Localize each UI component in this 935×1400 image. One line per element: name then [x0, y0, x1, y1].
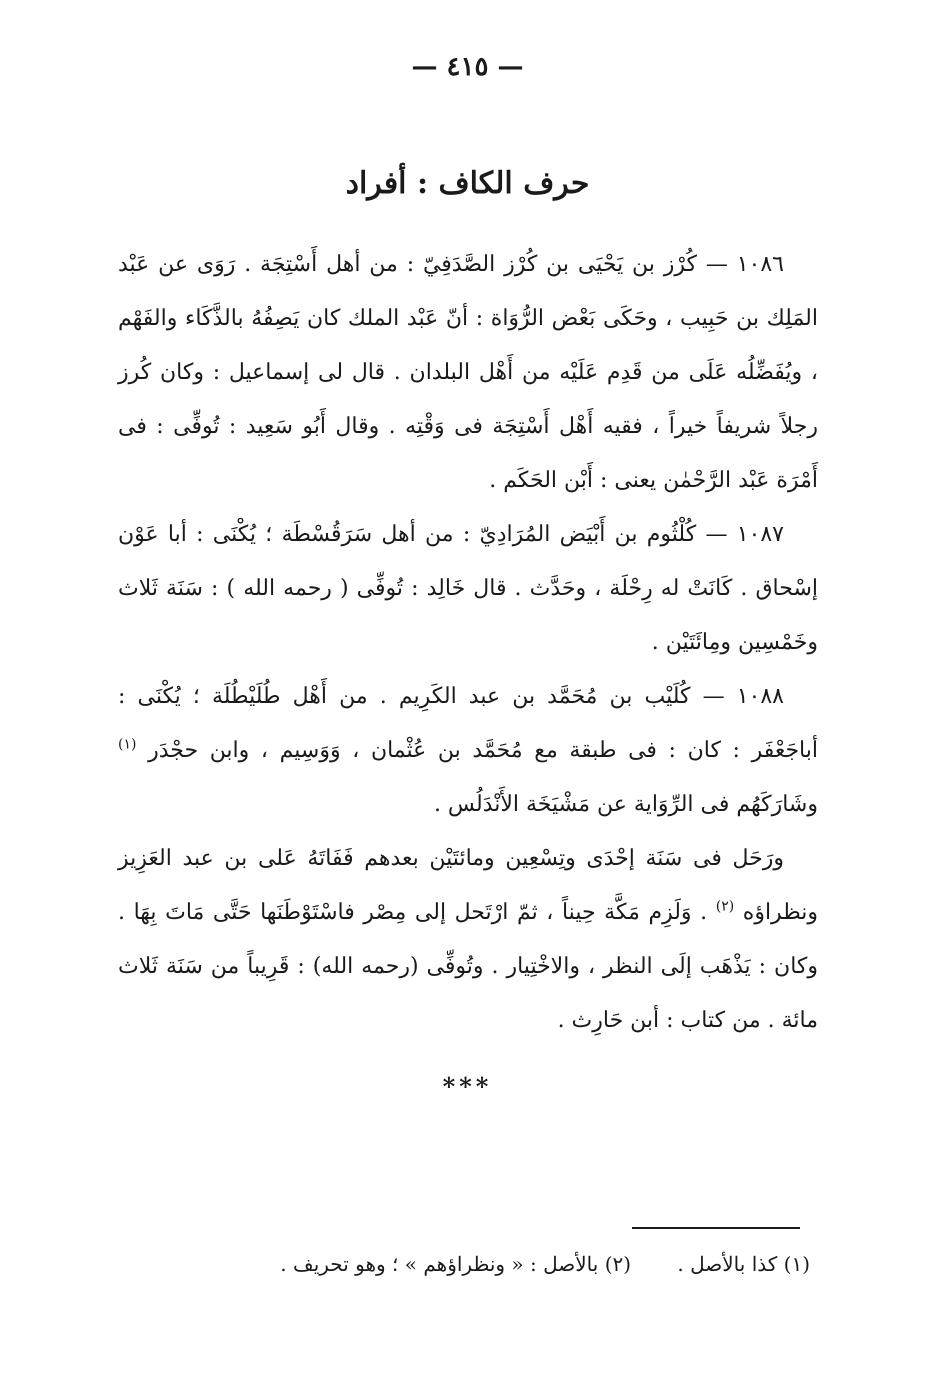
entry-dash: — — [705, 252, 728, 277]
footnote-marker: (٢) — [604, 1252, 632, 1276]
continuation-text-after: . وَلَزِم مَكَّة حِيناً ، ثمّ ارْتَحل إلى مِصْر فاسْتَوْطَنَها حَتَّى مَاتَ بِهَا . وكان : يَذْهَب إلَى النظر ، والاخْتِيار . وتُوفِّى (رحمه الله) : قَرِيباً من سَنَة ثَلاث مائة . من كتاب : أبن حَارِث . — [118, 900, 818, 1033]
continuation-text: ورَحَل فى سَنَة إحْدَى وتِسْعِين ومائتَيْن بعدهم فَفَاتَهُ عَلى بن عبد العَزِيز ونظراؤه — [118, 846, 818, 925]
entry-dash: — — [705, 522, 728, 547]
footnote-2 — [280, 1252, 631, 1276]
footnote-divider — [632, 1227, 800, 1229]
footnote-reference-2[interactable]: (٢) — [715, 898, 735, 915]
page-number: — ٤١٥ — — [411, 52, 524, 82]
footnote-1 — [671, 1252, 810, 1276]
footnotes — [150, 1252, 810, 1276]
entry-dash: — — [702, 684, 725, 709]
section-separator: *** — [442, 1072, 493, 1101]
footnote-marker: (١) — [783, 1252, 810, 1276]
entry-continuation-paragraph — [118, 832, 818, 1048]
footnote-reference-1[interactable]: (١) — [118, 736, 137, 753]
entry-text: كُرْز بن يَحْيَى بن كُرْز الصَّدَفِيّ : من أهل أَسْتِجَة . رَوَى عن عَبْد المَلِك بن حَبِيب ، وحَكَى بَعْض الرُّوَاة : أنّ عَبْد الملك كان يَصِفُهُ بالذَّكَاء والفَهْم ، ويُفَضِّلُه عَلَى من قَدِم عَلَيْه من أَهْل البلدان . قال لى إسماعيل : وكان كُرز رجلاً شريفاً خيراً ، فقيه أَهْل أَسْتِجَة فى وَقْتِه . وقال أَبُو سَعِيد : تُوفِّى : فى أَمْرَة عَبْد الرَّحْمٰن يعنى : أَبْن الحَكَم . — [118, 252, 818, 493]
biography-entry-1088 — [118, 670, 818, 832]
entry-text-continued: وشَارَكَهُم فى الرِّوَاية عن مَشْيَخَة الأَنْدَلُس . — [433, 792, 818, 817]
entry-text: كُلْثُوم بن أَبْيَض المُرَادِيّ : من أهل سَرَقُسْطَة ؛ يُكْنَى : أبا عَوْن إسْحاق . كَانَتْ له رِحْلَة ، وحَدَّث . قال خَالِد : تُوفِّى ( رحمه الله ) : سَنَة ثَلاث وخَمْسِين ومِائَتَيْن . — [118, 522, 818, 655]
biography-entry-1086 — [118, 238, 818, 508]
body-text — [118, 238, 818, 1048]
entry-text: كُلَيْب بن مُحَمَّد بن عبد الكَرِيم . من أَهْل طُلَيْطُلَة ؛ يُكْنَى : أباجَعْفَر : كان : فى طبقة مع مُحَمَّد بن عُثْمان ، وَوَسِيم ، وابن حجْدَر — [118, 684, 818, 763]
section-heading: حرف الكاف : أفراد — [345, 166, 590, 201]
footnote-text: كذا بالأصل . — [677, 1252, 778, 1276]
biography-entry-1087 — [118, 508, 818, 670]
entry-number: ١٠٨٨ — [736, 684, 784, 709]
footnote-text: بالأصل : « ونظراؤهم » ؛ وهو تحريف . — [280, 1252, 599, 1276]
entry-number: ١٠٨٧ — [736, 522, 784, 547]
entry-number: ١٠٨٦ — [736, 252, 784, 277]
